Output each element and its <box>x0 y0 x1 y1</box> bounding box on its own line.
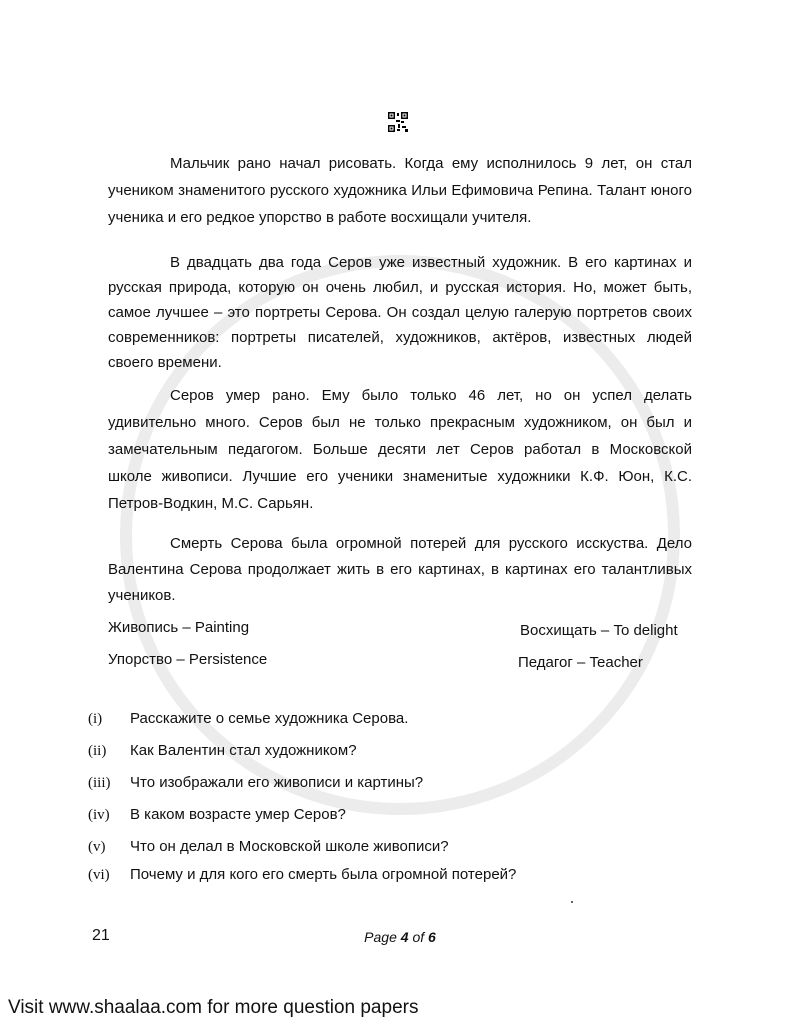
paragraph-line: школе живописи. Лучшие его ученики знаменитые художники К.Ф. Юон, К.С. <box>108 468 692 485</box>
visit-link-text[interactable]: Visit www.shaalaa.com for more question papers <box>8 997 419 1018</box>
scan-speck <box>571 901 573 903</box>
question-item <box>88 802 346 828</box>
paragraph-line: своего времени. <box>108 354 222 371</box>
question-text: Что изображали его живописи и картины? <box>130 774 424 791</box>
question-number: (iii) <box>88 775 111 791</box>
paragraph-line: самое лучшее – это портреты Серова. Он создал целую галерую портретов своих <box>108 304 692 321</box>
question-item <box>88 770 423 796</box>
paragraph-line: Смерть Серова была огромной потерей для русского исскуства. Дело <box>170 535 692 552</box>
paragraph-line: Валентина Серова продолжает жить в его картинах, в картинах его талантливых <box>108 561 692 578</box>
question-text: Почему и для кого его смерть была огромной потерей? <box>130 866 517 883</box>
paragraph-line: Серов умер рано. Ему было только 46 лет, но он успел делать <box>170 387 692 404</box>
page-indicator <box>300 927 500 947</box>
glossary-item: Педагог – Teacher <box>518 654 643 671</box>
question-text: Что он делал в Московской школе живописи? <box>130 838 449 855</box>
paragraph-line: Петров-Водкин, М.С. Сарьян. <box>108 495 314 512</box>
paragraph-line: учеников. <box>108 587 176 604</box>
paragraph-line: удивительно много. Серов был не только прекрасным художником, он был и <box>108 414 692 431</box>
paragraph-line: учеником знаменитого русского художника Ильи Ефимовича Репина. Талант юного <box>108 182 692 199</box>
question-item <box>88 862 516 888</box>
paragraph-line: ученика и его редкое упорство в работе восхищали учителя. <box>108 209 532 226</box>
paragraph <box>108 150 692 231</box>
question-number: (v) <box>88 839 106 855</box>
question-item <box>88 738 357 764</box>
question-item <box>88 706 408 732</box>
question-text: Расскажите о семье художника Серова. <box>130 710 409 727</box>
paragraph-line: современников: портреты писателей, художников, актёров, известных людей <box>108 329 692 346</box>
glossary-item: Живопись – Painting <box>108 619 250 636</box>
question-number: (vi) <box>88 867 110 883</box>
question-text: Как Валентин стал художником? <box>130 742 357 759</box>
paragraph <box>108 531 692 609</box>
paper-code: 21 <box>92 927 110 944</box>
paragraph-line: замечательным педагогом. Больше десяти лет Серов работал в Московской <box>108 441 692 458</box>
question-number: (ii) <box>88 743 107 759</box>
question-number: (i) <box>88 711 103 727</box>
question-item <box>88 834 449 860</box>
page-of: of <box>408 929 429 945</box>
paragraph-line: Мальчик рано начал рисовать. Когда ему исполнилось 9 лет, он стал <box>170 155 692 172</box>
paragraph <box>108 382 692 517</box>
paragraph-line: русская природа, которую он очень любил, и русская история. Но, может быть, <box>108 279 692 296</box>
glossary-item: Упорство – Persistence <box>108 651 268 668</box>
question-text: В каком возрасте умер Серов? <box>130 806 346 823</box>
glossary-item: Восхищать – To delight <box>520 622 678 639</box>
page-current: 4 <box>400 929 409 945</box>
page-label: Page <box>364 929 401 945</box>
paragraph-line: В двадцать два года Серов уже известный художник. В его картинах и <box>170 254 692 271</box>
paragraph <box>108 250 692 375</box>
qr-code-icon <box>388 112 408 132</box>
page-total: 6 <box>428 929 436 945</box>
question-number: (iv) <box>88 807 110 823</box>
